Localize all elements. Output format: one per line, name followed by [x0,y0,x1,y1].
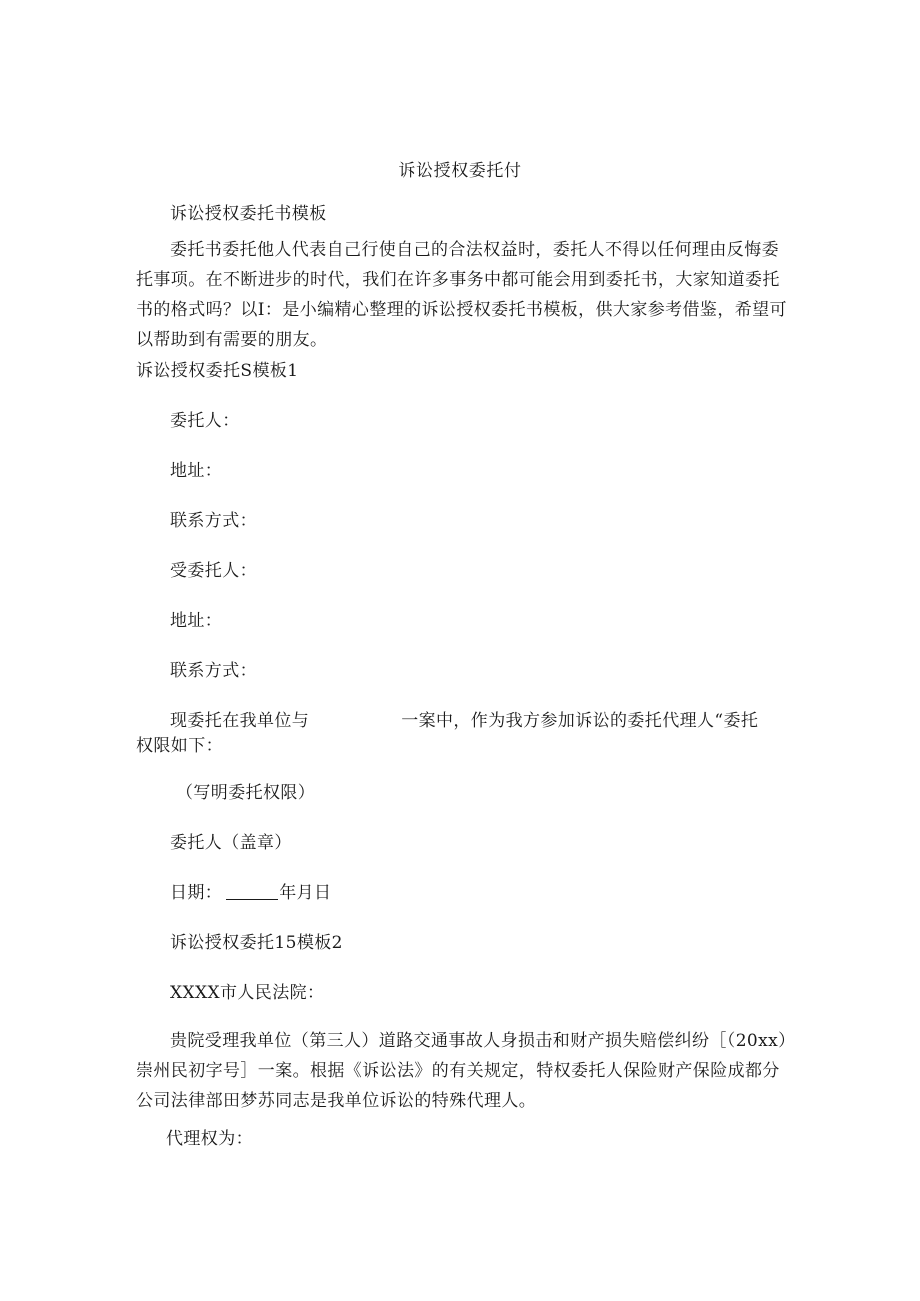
date-suffix: 年月日 [279,883,332,903]
principal-contact-label: 联系方式： [170,511,257,531]
entrust-part3: 权限如下： [136,736,223,756]
agent-address-label: 地址： [170,611,223,631]
agent-contact-label: 联系方式： [170,661,257,681]
seal-label: 委托人（盖章） [170,833,292,853]
scope-note: （写明委托权限） [176,783,316,803]
date-label: 日期： [170,883,223,903]
template1-heading: 诉讼授权委托S模板1 [136,361,299,381]
date-blank [226,883,278,900]
entrust-part1: 现委托在我单位与 [170,711,310,731]
principal-address-label: 地址： [170,461,223,481]
template2-heading: 诉讼授权委托15模板2 [170,933,343,953]
document-subtitle: 诉讼授权委托书模板 [170,204,327,224]
court-addressee: XXXX市人民法院： [170,983,325,1003]
entrust-part2: 一案中，作为我方参加诉讼的委托代理人“委托 [401,711,759,731]
intro-paragraph: 委托书委托他人代表自己行使自己的合法权益时，委托人不得以任何理由反悔委托事项。在不断进步的时代，我们在许多事务中都可能会用到委托书，大家知道委托书的格式吗？以I：是小编精心整理的诉讼授权委托书模板，供大家参考借鉴，希望可以帮助到有需要的朋友。 [136,240,787,350]
date-line [170,882,331,904]
entrust-sentence [170,710,758,732]
authority-label: 代理权为： [166,1129,253,1149]
principal-label: 委托人： [170,411,240,431]
template2-body: 贵院受理我单位（第三人）道路交通事故人身损击和财产损失赔偿纠纷［（20xx）崇州民初字号］一案。根据《诉讼法》的有关规定，特权委托人保险财产保险成都分公司法律部田梦苏同志是我单位诉讼的特殊代理人。 [136,1031,788,1111]
agent-label: 受委托人： [170,561,257,581]
document-title: 诉讼授权委托付 [398,161,522,181]
